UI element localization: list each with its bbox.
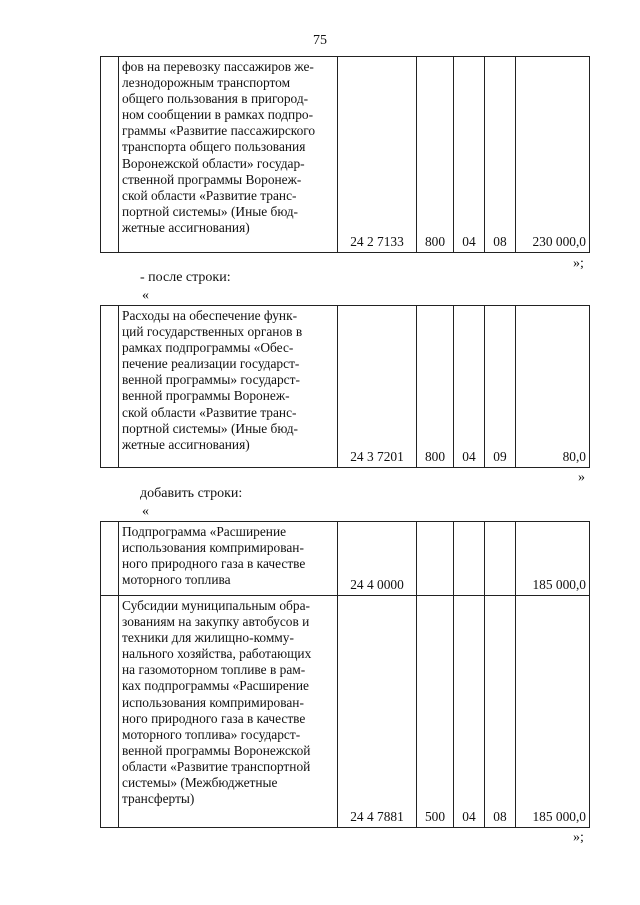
table-row bbox=[101, 596, 590, 828]
code-cell: 24 3 7201 bbox=[338, 306, 417, 468]
opening-quote: « bbox=[142, 288, 149, 303]
instruction-after-row: - после строки: bbox=[140, 270, 231, 285]
blank-cell bbox=[101, 596, 119, 828]
blank-cell bbox=[101, 306, 119, 468]
closing-quote: »; bbox=[573, 256, 584, 271]
instruction-add-rows: добавить строки: bbox=[140, 486, 243, 501]
expense-type-cell: 500 bbox=[417, 596, 454, 828]
description-cell: Подпрограмма «Расширение использования компримирован- ного природного газа в качестве моторного топлива bbox=[119, 522, 338, 596]
section-cell: 04 bbox=[454, 57, 485, 253]
amount-cell: 230 000,0 bbox=[516, 57, 590, 253]
subsection-cell: 09 bbox=[485, 306, 516, 468]
table-row bbox=[101, 306, 590, 468]
page-number: 75 bbox=[313, 33, 327, 48]
code-cell: 24 2 7133 bbox=[338, 57, 417, 253]
amount-cell: 185 000,0 bbox=[516, 522, 590, 596]
section-cell bbox=[454, 522, 485, 596]
budget-table-3 bbox=[100, 521, 590, 828]
code-cell: 24 4 7881 bbox=[338, 596, 417, 828]
budget-table-1 bbox=[100, 56, 590, 253]
table-row bbox=[101, 522, 590, 596]
expense-type-cell: 800 bbox=[417, 57, 454, 253]
budget-table-2 bbox=[100, 305, 590, 468]
description-cell: Субсидии муниципальным обра- зованиям на закупку автобусов и техники для жилищно-комму- нального хозяйства, работающих на газомоторном топливе в рам- ках подпрограммы «Расширение использования компримирован- ного природного газа в качестве моторного топлива» государст- венной программы Воронежской области «Развитие транспортной системы» (Межбюджетные трансферты) bbox=[119, 596, 338, 828]
expense-type-cell: 800 bbox=[417, 306, 454, 468]
closing-quote: »; bbox=[573, 830, 584, 845]
description-cell: фов на перевозку пассажиров же- лезнодорожным транспортом общего пользования в пригород- ном сообщении в рамках подпро- граммы «Развитие пассажирского транспорта общего пользования Воронежской области» государ- ственной программы Воронеж- ской области «Развитие транс- портной системы» (Иные бюд- жетные ассигнования) bbox=[119, 57, 338, 253]
amount-cell: 80,0 bbox=[516, 306, 590, 468]
opening-quote: « bbox=[142, 504, 149, 519]
blank-cell bbox=[101, 522, 119, 596]
subsection-cell bbox=[485, 522, 516, 596]
subsection-cell: 08 bbox=[485, 596, 516, 828]
section-cell: 04 bbox=[454, 306, 485, 468]
section-cell: 04 bbox=[454, 596, 485, 828]
table-row bbox=[101, 57, 590, 253]
description-cell: Расходы на обеспечение функ- ций государственных органов в рамках подпрограммы «Обес- печение реализации государст- венной программы» государст- венной программы Воронеж- ской области «Развитие транс- портной системы» (Иные бюд- жетные ассигнования) bbox=[119, 306, 338, 468]
amount-cell: 185 000,0 bbox=[516, 596, 590, 828]
subsection-cell: 08 bbox=[485, 57, 516, 253]
code-cell: 24 4 0000 bbox=[338, 522, 417, 596]
blank-cell bbox=[101, 57, 119, 253]
expense-type-cell bbox=[417, 522, 454, 596]
closing-quote: » bbox=[578, 470, 585, 485]
